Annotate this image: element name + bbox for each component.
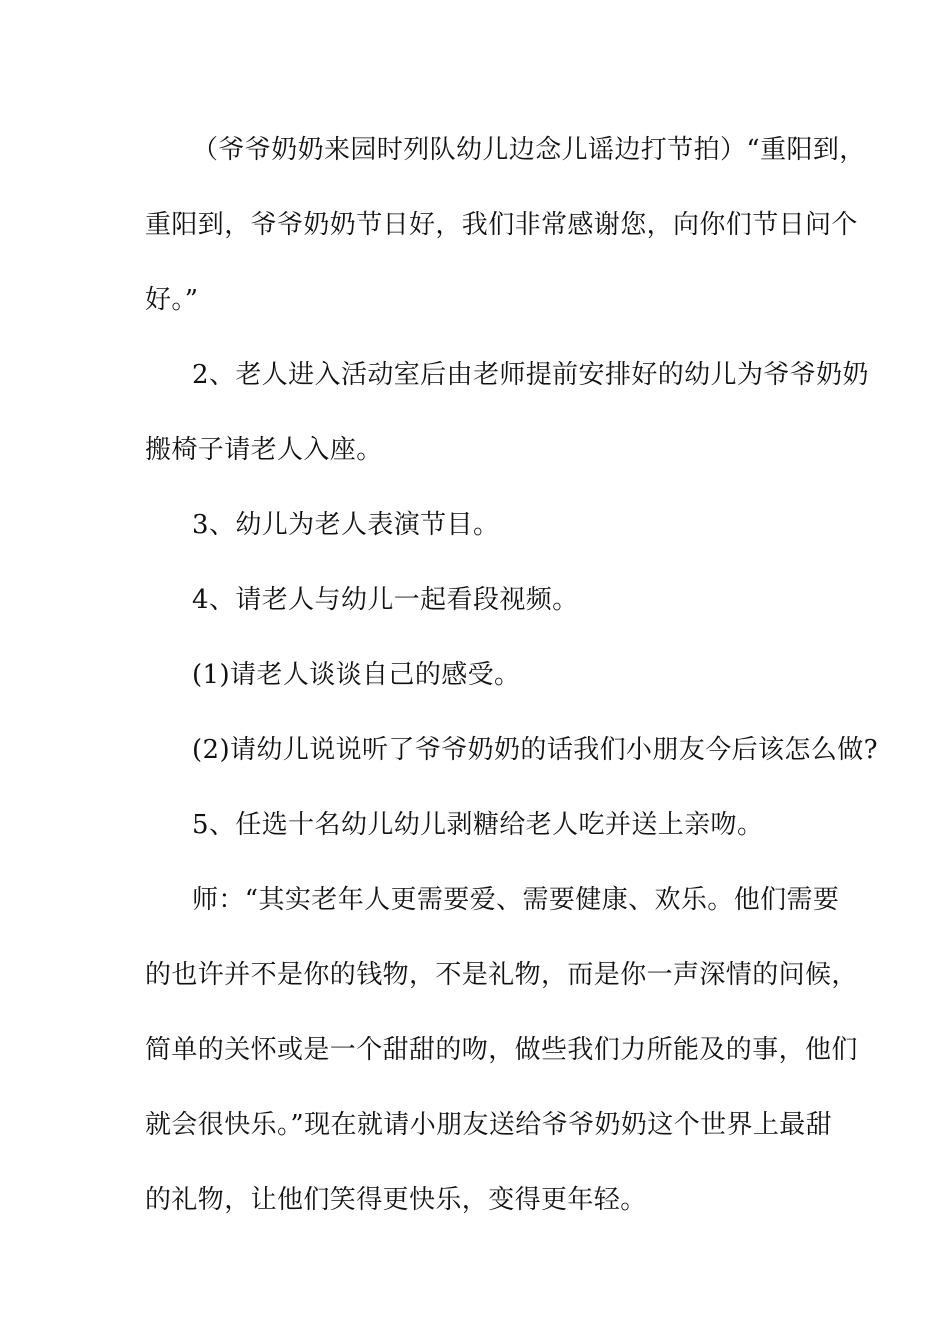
paragraph-6-line-5: 的礼物，让他们笑得更快乐，变得更年轻。 (145, 1185, 647, 1215)
paragraph-4-sub-2: (2)请幼儿说说听了爷爷奶奶的话我们小朋友今后该怎么做? (192, 735, 878, 765)
paragraph-2-line-2: 搬椅子请老人入座。 (145, 435, 383, 465)
paragraph-3: 3、幼儿为老人表演节目。 (192, 510, 500, 540)
paragraph-1-line-2: 重阳到，爷爷奶奶节日好，我们非常感谢您，向你们节日问个 (145, 210, 858, 240)
paragraph-6-line-2: 的也许并不是你的钱物，不是礼物，而是你一声深情的问候， (145, 960, 858, 990)
paragraph-6-line-4: 就会很快乐。”现在就请小朋友送给爷爷奶奶这个世界上最甜 (145, 1110, 833, 1140)
paragraph-4-sub-1: (1)请老人谈谈自己的感受。 (192, 660, 521, 690)
paragraph-6-line-3: 简单的关怀或是一个甜甜的吻，做些我们力所能及的事，他们 (145, 1035, 858, 1065)
paragraph-2-line-1: 2、老人进入活动室后由老师提前安排好的幼儿为爷爷奶奶 (192, 360, 869, 390)
paragraph-5: 5、任选十名幼儿幼儿剥糖给老人吃并送上亲吻。 (192, 810, 764, 840)
paragraph-1-line-3: 好。” (145, 285, 199, 315)
paragraph-6-line-1: 师：“其实老年人更需要爱、需要健康、欢乐。他们需要 (192, 885, 840, 915)
paragraph-4: 4、请老人与幼儿一起看段视频。 (192, 585, 579, 615)
paragraph-1-line-1: （爷爷奶奶来园时列队幼儿边念儿谣边打节拍）“重阳到， (192, 135, 866, 165)
